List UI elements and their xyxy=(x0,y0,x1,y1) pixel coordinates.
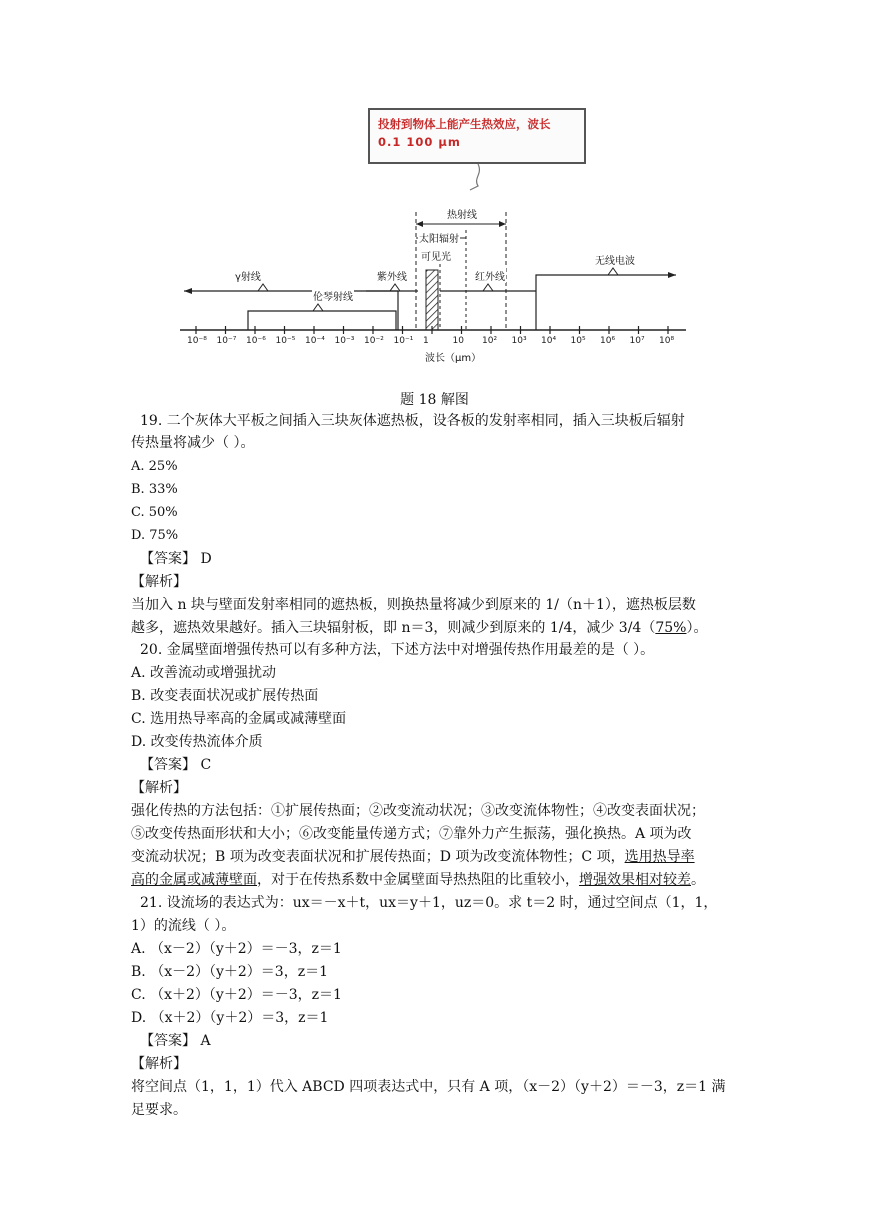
q19-option-b: B. 33% xyxy=(131,482,178,497)
axis-tick-label: 1 xyxy=(423,336,429,346)
figure-caption: 题 18 解图 xyxy=(400,392,469,408)
q21-answer: 【答案】 A xyxy=(140,1033,211,1049)
label-uv: 紫外线 xyxy=(376,268,408,283)
axis-tick-label: 10⁻¹ xyxy=(393,336,414,346)
callout-line-2: 0.1 100 μm xyxy=(378,135,461,149)
label-solar-radiation: 太阳辐射 xyxy=(418,230,460,245)
axis-tick-label: 10⁻⁴ xyxy=(305,336,325,346)
q21-analysis-line2: 足要求。 xyxy=(131,1102,187,1118)
q21-option-a: A. （x－2）（y＋2）＝－3，z＝1 xyxy=(131,941,342,957)
q20-answer: 【答案】 C xyxy=(140,757,212,773)
q19-stem-line2: 传热量将减少（ ）。 xyxy=(131,435,255,451)
q19-option-a: A. 25% xyxy=(131,459,178,474)
q19-analysis-title: 【解析】 xyxy=(131,574,187,590)
q21-analysis-line1: 将空间点（1，1，1）代入 ABCD 四项表达式中，只有 A 项，（x－2）（y＋2）＝－3，z＝1 满 xyxy=(131,1079,726,1095)
q21-stem-line2: 1）的流线（ ）。 xyxy=(131,918,236,934)
q19-option-c: C. 50% xyxy=(131,505,178,520)
axis-tick-label: 10⁻⁶ xyxy=(246,336,266,346)
gamma-arrowhead xyxy=(184,288,192,294)
callout-leader xyxy=(470,164,479,190)
q21-option-b: B. （x－2）（y＋2）＝3，z＝1 xyxy=(131,964,328,980)
q20-analysis-line4: 高的金属或减薄壁面，对于在传热系数中金属壁面导热热阻的比重较小，增强效果相对较差。 xyxy=(131,872,705,888)
label-xray: 伦琴射线 xyxy=(312,288,354,303)
q21-analysis-title: 【解析】 xyxy=(131,1056,187,1072)
q20-option-d: D. 改变传热流体介质 xyxy=(131,734,263,750)
callout-line-1: 投射到物体上能产生热效应，波长 xyxy=(378,117,551,131)
q21-option-d: D. （x＋2）（y＋2）＝3，z＝1 xyxy=(131,1010,329,1026)
axis-tick-label: 10⁻⁸ xyxy=(187,336,207,346)
axis-tick-label: 10² xyxy=(482,336,498,346)
axis-tick-label: 10⁷ xyxy=(629,336,645,346)
axis-tick-label: 10⁻² xyxy=(364,336,384,346)
axis-tick-label: 10⁶ xyxy=(600,336,616,346)
label-visible-light: 可见光 xyxy=(420,248,452,263)
label-heat-ray: 热射线 xyxy=(446,206,478,221)
label-ir: 红外线 xyxy=(474,268,506,283)
q20-stem: 20. 金属壁面增强传热可以有多种方法，下述方法中对增强传热作用最差的是（ ）。 xyxy=(140,642,655,658)
axis-tick-label: 10⁻⁷ xyxy=(216,336,237,346)
q21-stem-line1: 21. 设流场的表达式为：ux＝－x＋t，ux＝y＋1，uz＝0。求 t＝2 时，通过空间点（1，1， xyxy=(140,895,718,911)
label-gamma-ray: γ射线 xyxy=(234,268,262,283)
axis-tick-label: 10⁻⁵ xyxy=(275,336,296,346)
q19-answer: 【答案】 D xyxy=(140,551,212,567)
axis-tick-label: 10³ xyxy=(511,336,527,346)
q20-analysis-title: 【解析】 xyxy=(131,780,187,796)
visible-light-band xyxy=(426,270,438,330)
axis-tick-label: 10⁵ xyxy=(570,336,586,346)
electromagnetic-spectrum-figure xyxy=(178,102,688,372)
axis-tick-label: 10 xyxy=(452,336,464,346)
q19-underlined-answer: 75% xyxy=(655,620,687,636)
q19-option-d: D. 75% xyxy=(131,528,179,543)
q19-analysis-line2: 越多，遮热效果越好。插入三块辐射板，即 n＝3，则减少到原来的 1/4，减少 3/4（75%）。 xyxy=(131,620,708,636)
axis-tick-label: 10⁸ xyxy=(659,336,675,346)
q20-analysis-line1: 强化传热的方法包括：①扩展传热面；②改变流动状况；③改变流体物性；④改变表面状况； xyxy=(131,803,705,819)
radio-range-line xyxy=(536,275,676,330)
axis-tick-label: 10⁴ xyxy=(541,336,557,346)
q19-stem-line1: 19. 二个灰体大平板之间插入三块灰体遮热板，设各板的发射率相同，插入三块板后辐射 xyxy=(140,413,685,429)
q19-analysis-line1: 当加入 n 块与壁面发射率相同的遮热板，则换热量将减少到原来的 1/（n＋1），遮热板层数 xyxy=(131,597,696,613)
label-wavelength-axis: 波长（μm） xyxy=(424,349,482,364)
label-radio-wave: 无线电波 xyxy=(594,252,636,267)
q20-option-a: A. 改善流动或增强扰动 xyxy=(131,665,277,681)
xray-range xyxy=(248,311,396,330)
q20-analysis-line3: 变流动状况；B 项为改变表面状况和扩展传热面；D 项为改变流体物性；C 项，选用热导率 xyxy=(131,849,695,865)
axis-tick-label: 10⁻³ xyxy=(334,336,355,346)
q20-option-c: C. 选用热导率高的金属或减薄壁面 xyxy=(131,711,347,727)
q21-option-c: C. （x＋2）（y＋2）＝－3，z＝1 xyxy=(131,987,342,1003)
q20-analysis-line2: ⑤改变传热面形状和大小；⑥改变能量传递方式；⑦靠外力产生振荡，强化换热。A 项为改 xyxy=(131,826,692,842)
q20-option-b: B. 改变表面状况或扩展传热面 xyxy=(131,688,319,704)
